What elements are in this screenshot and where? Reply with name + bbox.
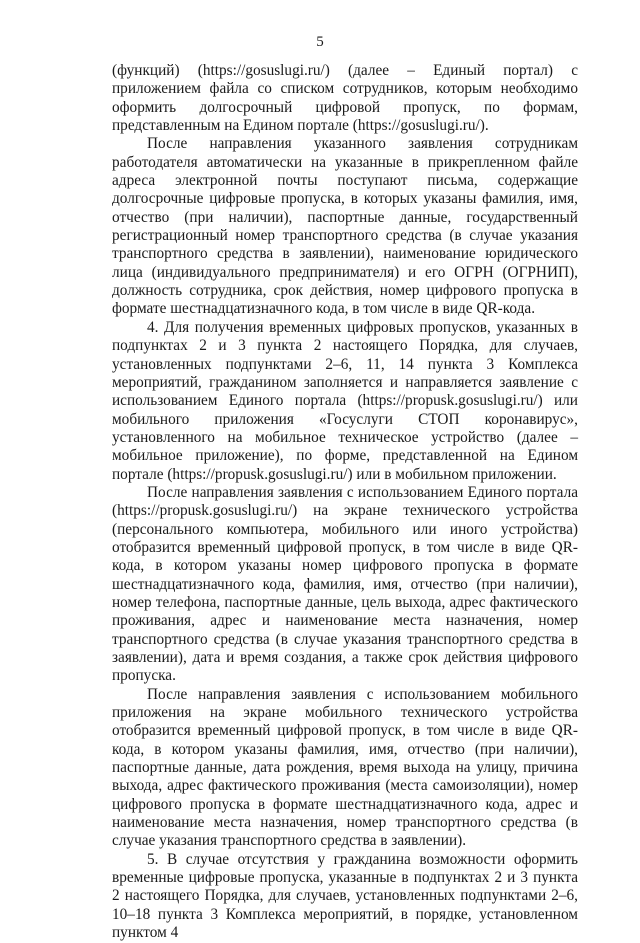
paragraph-employee-passes: После направления указанного заявления сотрудникам работодателя автоматически на указанные в прикрепленном файле адреса электронной почты поступают письма, содержащие долгосрочные цифровые пропуска, в которых указаны фамилия, имя, отчество (при наличии), паспортные данные, государственный регистрационный номер транспортного средства (в случае указания транспортного средства в заявлении), наименование юридического лица (индивидуального предпринимателя) и его ОГРН (ОГРНИП), должность сотрудника, срок действия, номер цифрового пропуска в формате шестнадцатизначного кода, в том числе в виде QR-кода. (112, 135, 578, 318)
paragraph-mobile-pass: После направления заявления с использованием мобильного приложения на экране мобильного технического устройства отобразится временный цифровой пропуск, в том числе в виде QR-кода, в котором указаны фамилия, имя, отчество (при наличии), паспортные данные, дата рождения, время выхода на улицу, причина выхода, адрес фактического проживания (места самоизоляции), номер цифрового пропуска в формате шестнадцатизначного кода, адрес и наименование места назначения, номер транспортного средства (в случае указания транспортного средства в заявлении). (112, 685, 578, 850)
paragraph-continuation: (функций) (https://gosuslugi.ru/) (далее – Единый портал) с приложением файла со списком сотрудников, которым необходимо оформить долгосрочный цифровой пропуск, по формам, представленным на Едином портале (https://gosuslugi.ru/). (112, 62, 578, 135)
document-body (112, 62, 578, 943)
page-number: 5 (316, 34, 324, 50)
paragraph-portal-pass: После направления заявления с использованием Единого портала (https://propusk.gosuslugi.ru/) на экране технического устройства (персонального компьютера, мобильного или иного устройства) отобразится временный цифровой пропуск, в том числе в виде QR-кода, в котором указаны номер цифрового пропуска в формате шестнадцатизначного кода, фамилия, имя, отчество (при наличии), номер телефона, паспортные данные, цель выхода, адрес фактического проживания, адрес и наименование места назначения, номер транспортного средства (в случае указания транспортного средства в заявлении), дата и время создания, а также срок действия цифрового пропуска. (112, 483, 578, 685)
paragraph-item-5: 5. В случае отсутствия у гражданина возможности оформить временные цифровые пропуска, указанные в подпунктах 2 и 3 пункта 2 настоящего Порядка, для случаев, установленных подпунктами 2–6, 10–18 пункта 3 Комплекса мероприятий, в порядке, установленном пунктом 4 (112, 850, 578, 942)
paragraph-item-4: 4. Для получения временных цифровых пропусков, указанных в подпунктах 2 и 3 пункта 2 настоящего Порядка, для случаев, установленных подпунктами 2–6, 11, 14 пункта 3 Комплекса мероприятий, гражданином заполняется и направляется заявление с использованием Единого портала (https://propusk.gosuslugi.ru/) или мобильного приложения «Госуслуги СТОП коронавирус», установленного на мобильное техническое устройство (далее – мобильное приложение), по форме, представленной на Едином портале (https://propusk.gosuslugi.ru/) или в мобильном приложении. (112, 318, 578, 483)
